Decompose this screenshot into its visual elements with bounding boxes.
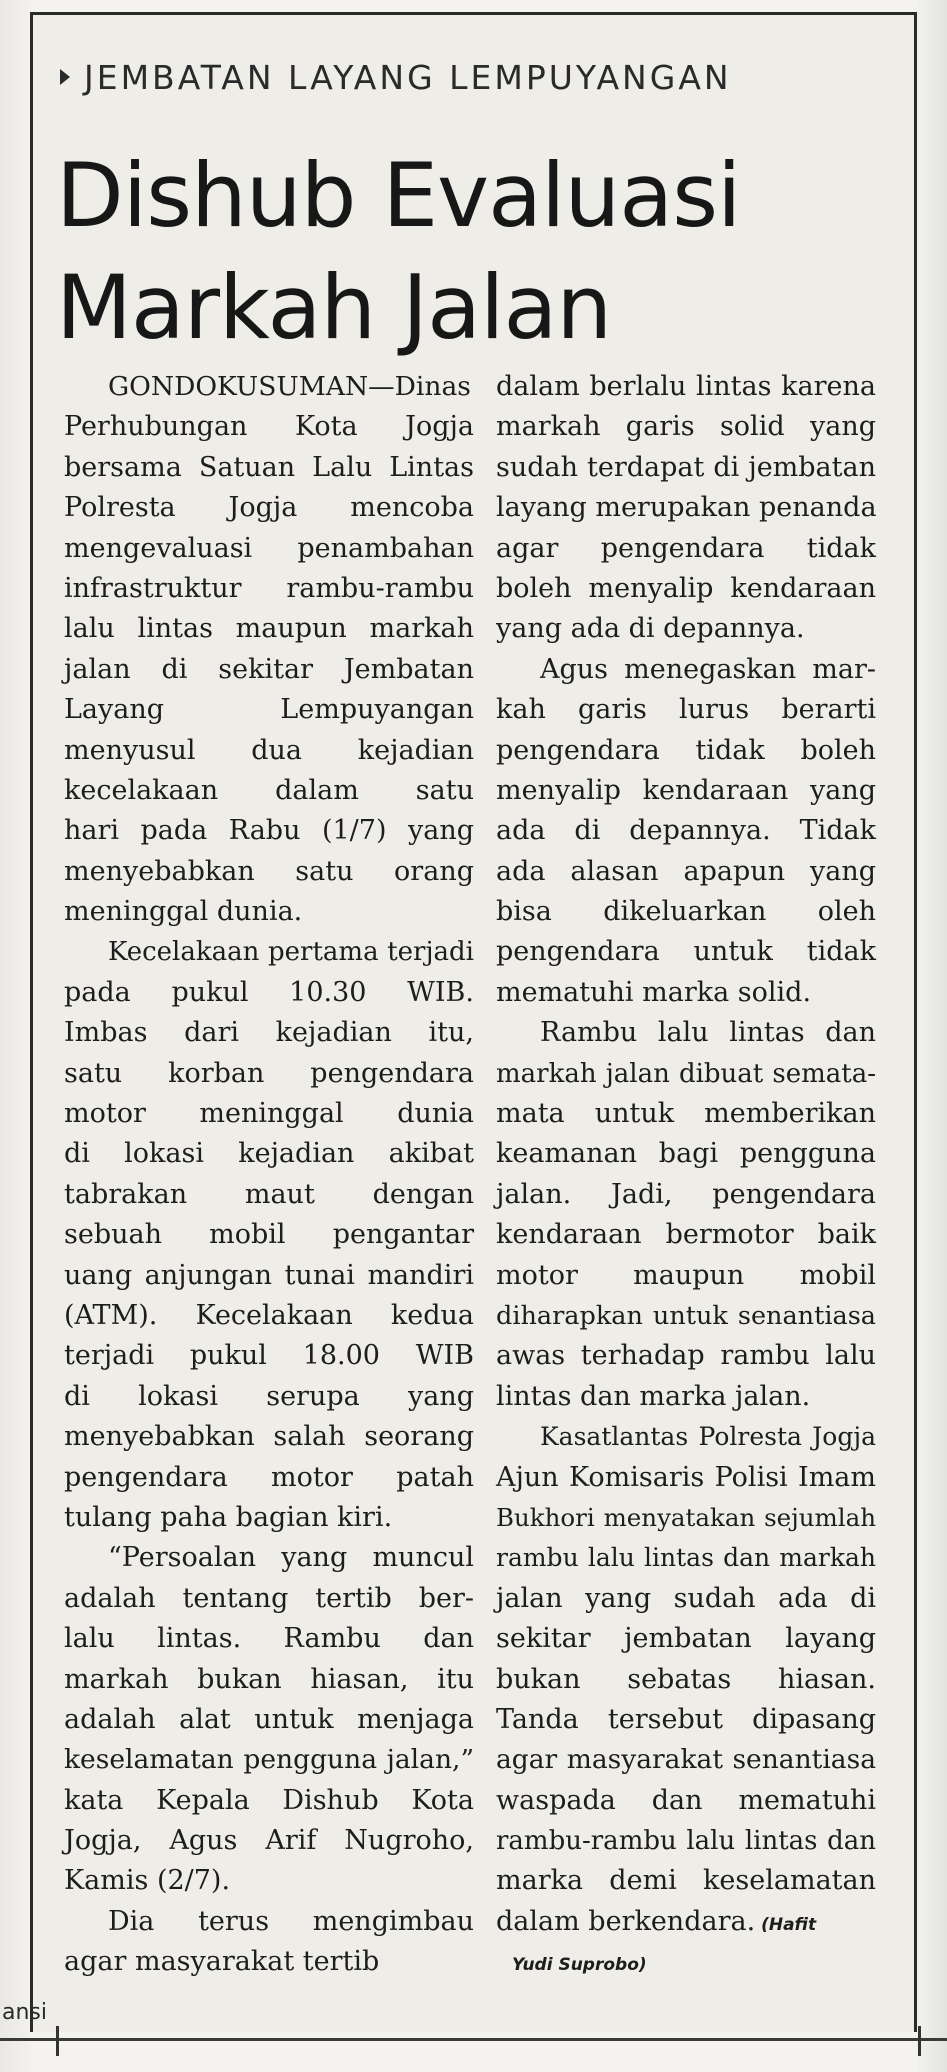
text-line: (ATM). Kecelakaan kedua (64, 1299, 474, 1331)
text-line: markah garis solid yang (496, 411, 876, 443)
text-line: tulang paha bagian kiri. (64, 1501, 393, 1533)
text-line: jalan di sekitar Jembatan (64, 653, 474, 685)
adjacent-text-fragment: ansi (2, 2000, 47, 2025)
text-line: kecelakaan dalam satu (64, 774, 474, 806)
text-line: adalah alat untuk menjaga (64, 1703, 474, 1735)
text-line: infrastruktur rambu-rambu (64, 572, 474, 604)
text-line: dalam berlalu lintas karena (496, 371, 876, 402)
text-line: yang ada di depannya. (496, 613, 805, 645)
text-line: layang merupakan penanda (496, 492, 877, 524)
text-line: Kasatlantas Polresta Jogja (540, 1422, 876, 1452)
byline-line (496, 1942, 876, 1982)
text-line: mengevaluasi penambahan (64, 532, 474, 564)
text-line: keselamatan pengguna jalan,” (64, 1744, 474, 1776)
text-line: kendaraan bermotor baik (496, 1219, 876, 1251)
text-line: kata Kepala Dishub Kota (64, 1784, 474, 1816)
text-line: bisa dikeluarkan oleh (496, 896, 876, 928)
text-line: keamanan bagi pengguna (496, 1138, 876, 1170)
text-line: Ajun Komisaris Polisi Imam (496, 1461, 876, 1493)
text-line: menyebabkan salah seorang (64, 1421, 474, 1453)
text-line: kah garis lurus berarti (496, 694, 876, 726)
text-line: rambu-rambu lalu lintas dan (496, 1826, 876, 1857)
kicker-text: JEMBATAN LAYANG LEMPUYANGAN (84, 58, 732, 97)
text-line: rambu lalu lintas dan markah (496, 1543, 876, 1573)
kicker-arrow-icon (60, 69, 70, 85)
text-line: satu korban pengendara (64, 1057, 474, 1089)
byline-part-1: (Hafit (755, 1914, 817, 1935)
text-line: menyalip kendaraan yang (496, 774, 876, 806)
text-line: motor meninggal dunia (64, 1098, 474, 1130)
text-line: ada di depannya. Tidak (496, 815, 876, 847)
text-line: bukan sebatas hiasan. (496, 1663, 876, 1695)
text-line: lalu lintas. Rambu dan (64, 1623, 474, 1655)
headline-line-2: Markah Jalan (56, 256, 612, 359)
text-line: uang anjungan tunai mandiri (64, 1259, 474, 1291)
text-line: pada pukul 10.30 WIB. (64, 976, 474, 1008)
article-headline (56, 140, 876, 364)
text-line: meninggal dunia. (64, 896, 303, 928)
text-line: mematuhi marka solid. (496, 976, 812, 1008)
text-line: menyebabkan satu orang (64, 855, 474, 887)
text-line: di lokasi kejadian akibat (64, 1138, 474, 1170)
text-line: Kecelakaan pertama terjadi (108, 937, 474, 968)
text-line: Dia terus mengimbau (108, 1905, 474, 1937)
text-line: Rambu lalu lintas dan (540, 1017, 876, 1049)
text-line: jalan. Jadi, pengendara (496, 1178, 876, 1210)
text-line: marka demi keselamatan (496, 1865, 876, 1897)
text-line: Jogja, Agus Arif Nugroho, (64, 1825, 474, 1857)
text-line: Agus menegaskan mar- (540, 653, 876, 685)
bottom-divider (0, 2038, 947, 2041)
text-line: agar masyarakat tertib (64, 1946, 380, 1978)
text-line: dalam berkendara. (Hafit (496, 1905, 817, 1937)
text-line: menyusul dua kejadian (64, 734, 474, 766)
text-line: Bukhori menyatakan sejumlah (496, 1502, 876, 1532)
text-line: jalan yang sudah ada di (496, 1582, 876, 1614)
text-line: awas terhadap rambu lalu (496, 1340, 876, 1372)
scan-margin-left (0, 0, 30, 2072)
text-line: adalah tentang tertib ber- (64, 1582, 474, 1614)
text-line: Imbas dari kejadian itu, (64, 1017, 474, 1049)
text-line: markah jalan dibuat semata- (496, 1058, 876, 1089)
text-line: pengendara untuk tidak (496, 936, 876, 968)
headline-line-1: Dishub Evaluasi (56, 144, 741, 247)
text-line: Tanda tersebut dipasang (496, 1703, 876, 1735)
text-line: bersama Satuan Lalu Lintas (64, 451, 474, 483)
text-line: mata untuk memberikan (496, 1098, 876, 1130)
scan-margin-right (917, 0, 947, 2072)
text-line: boleh menyalip kendaraan (496, 572, 876, 604)
text-line: sudah terdapat di jembatan (496, 451, 876, 483)
text-line: sebuah mobil pengantar (64, 1219, 474, 1251)
text-line: “Persoalan yang muncul (108, 1542, 474, 1574)
text-line: Layang Lempuyangan (64, 694, 474, 726)
text-line: ada alasan apapun yang (496, 855, 876, 887)
text-line: markah bukan hiasan, itu (64, 1663, 474, 1695)
text-line: tabrakan maut dengan (64, 1178, 474, 1210)
text-line: lalu lintas maupun markah (64, 613, 474, 645)
article-column-left (64, 367, 474, 1983)
text-line: pengendara tidak boleh (496, 734, 876, 766)
text-line: Polresta Jogja mencoba (64, 492, 474, 524)
text-line: pengendara motor patah (64, 1461, 474, 1493)
text-line: agar masyarakat senantiasa (496, 1744, 876, 1776)
text-line: lintas dan marka jalan. (496, 1380, 811, 1412)
article-kicker (60, 58, 732, 97)
byline-part-2: Yudi Suprobo) (512, 1955, 647, 1976)
text-line: motor maupun mobil (496, 1259, 876, 1291)
text-line: di lokasi serupa yang (64, 1380, 474, 1412)
article-column-right (496, 367, 876, 1983)
text-line: agar pengendara tidak (496, 532, 876, 564)
text-line: waspada dan mematuhi (496, 1784, 876, 1816)
text-line: GONDOKUSUMAN—Dinas (108, 371, 471, 402)
crop-mark-left (56, 2026, 59, 2056)
text-line: diharapkan untuk senantiasa (496, 1300, 876, 1331)
text-line: Kamis (2/7). (64, 1865, 231, 1897)
text-line: sekitar jembatan layang (496, 1623, 876, 1655)
text-line: Perhubungan Kota Jogja (64, 411, 474, 443)
text-line: terjadi pukul 18.00 WIB (64, 1340, 474, 1372)
crop-mark-right (918, 2026, 921, 2056)
text-line: hari pada Rabu (1/7) yang (64, 815, 474, 847)
